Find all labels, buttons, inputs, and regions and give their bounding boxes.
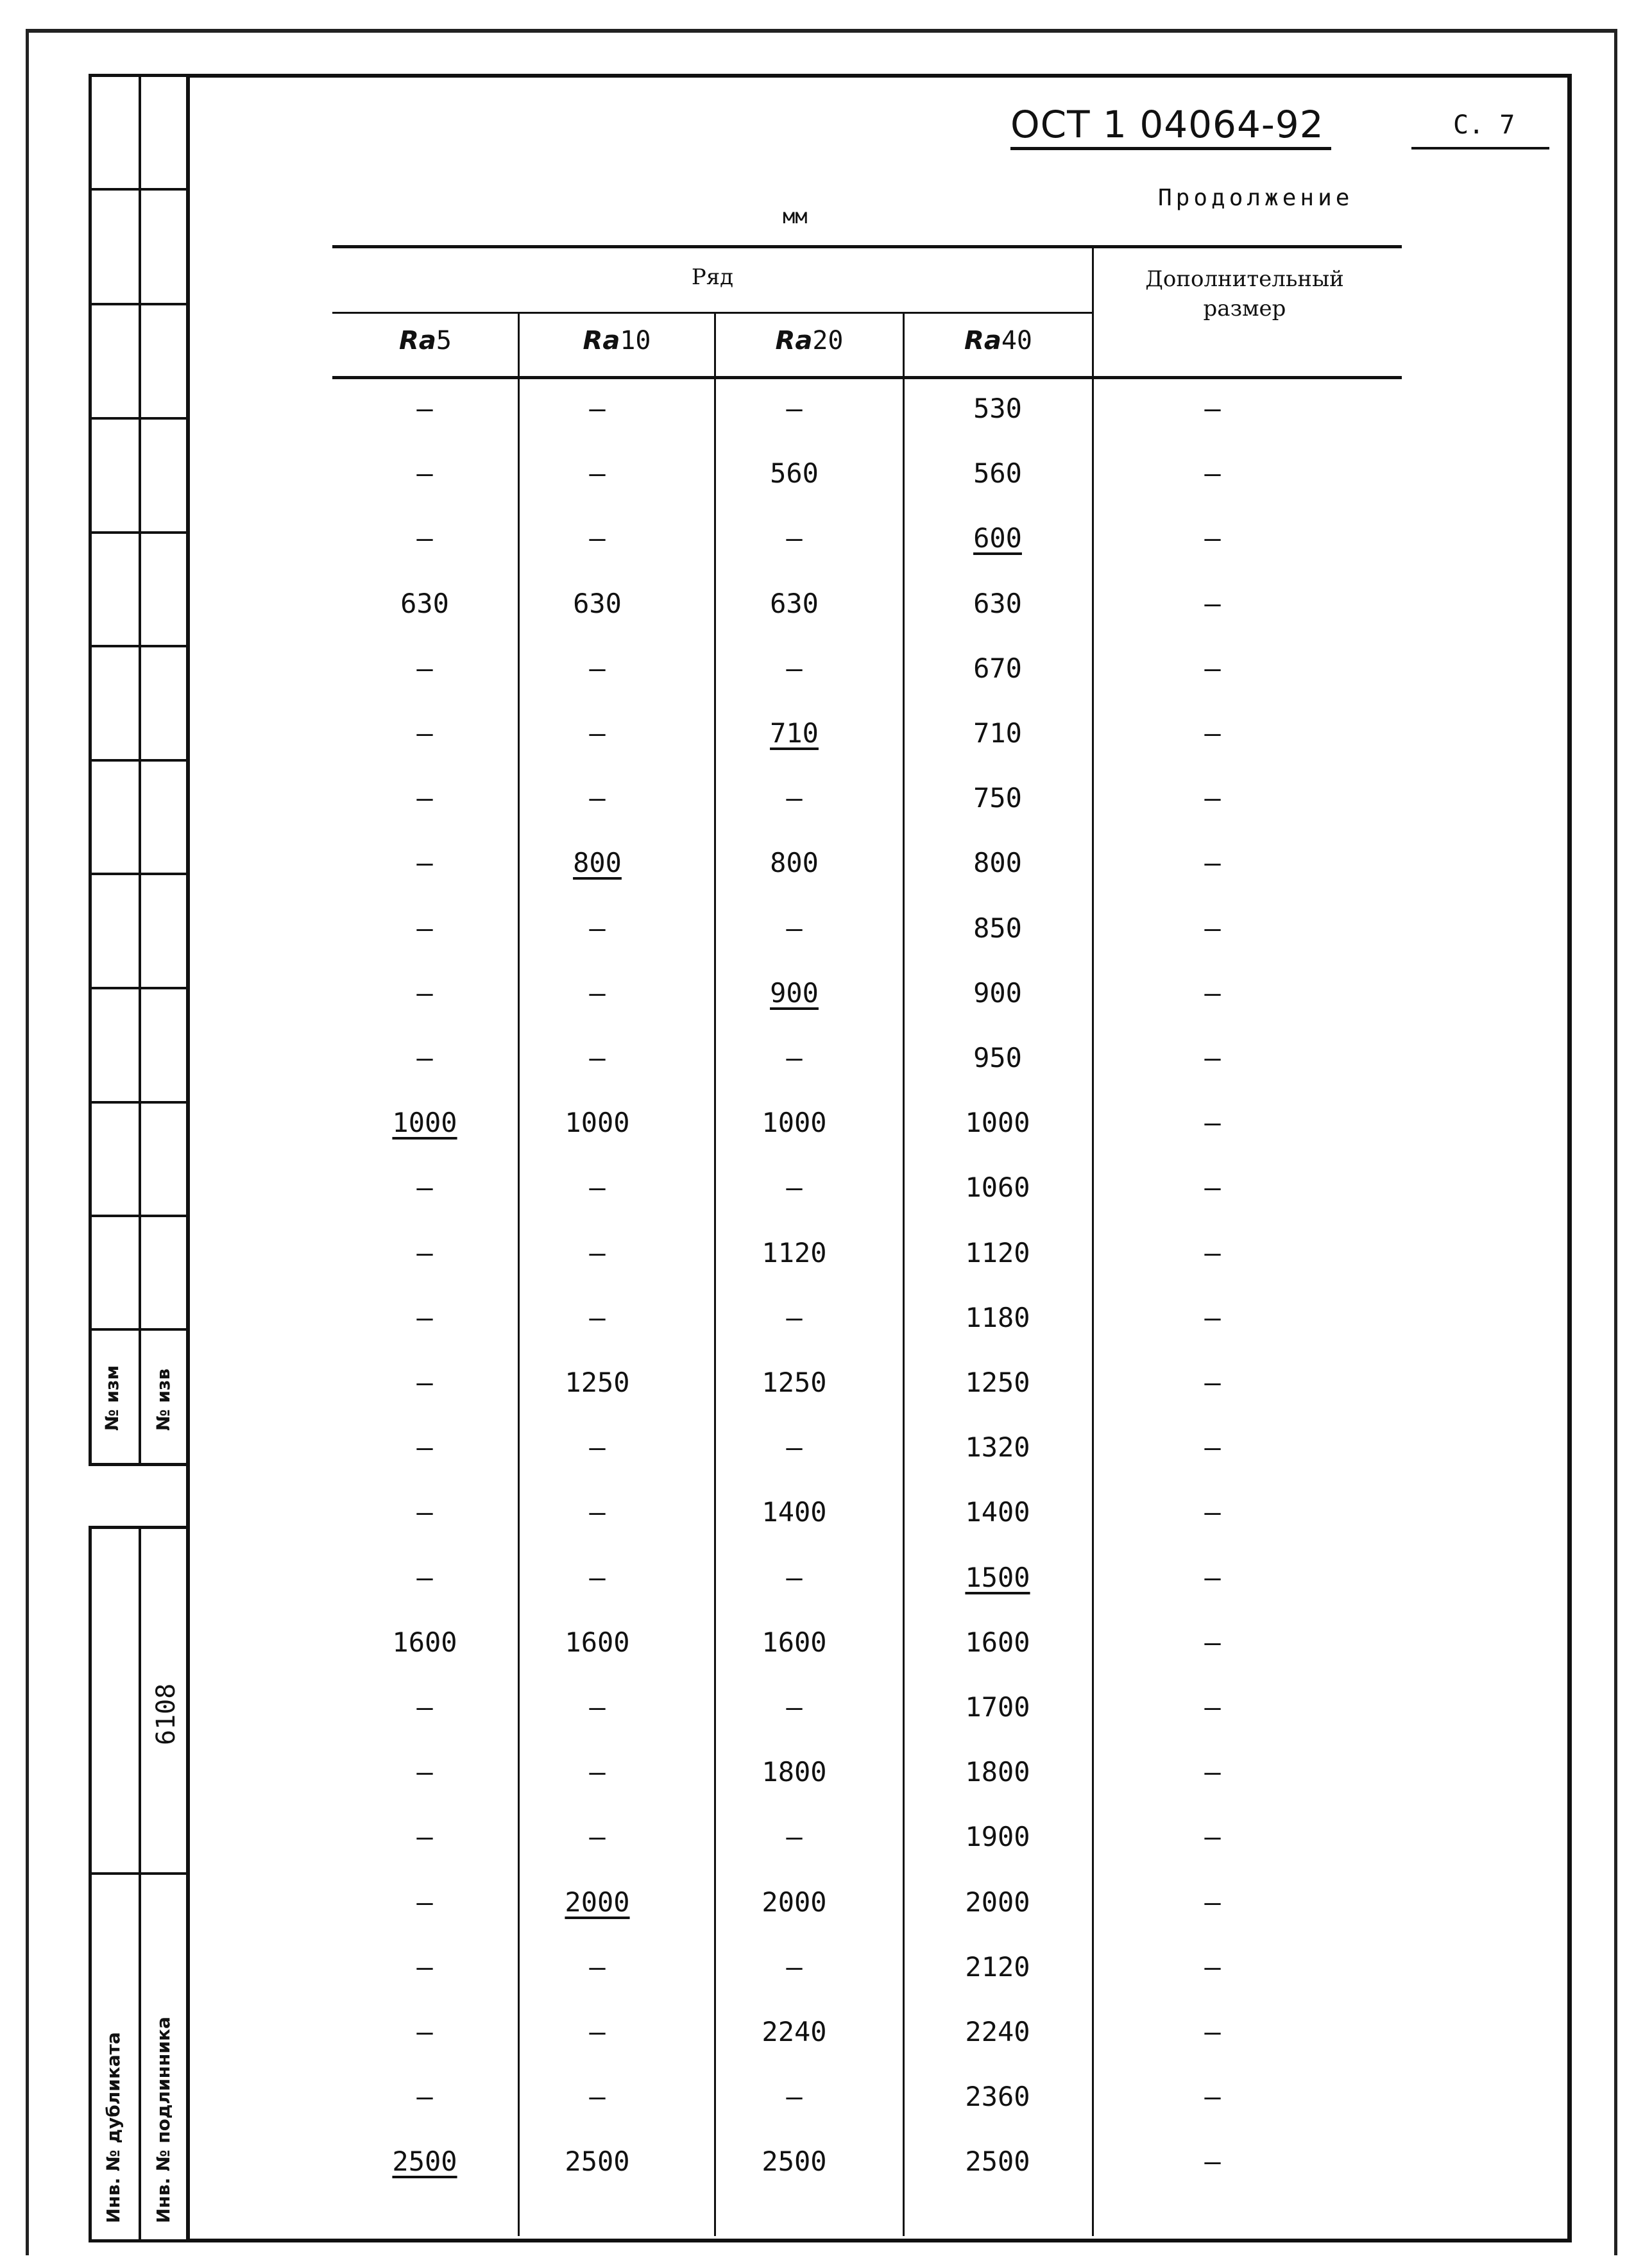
- table-cell: –: [416, 1431, 433, 1463]
- table-cell-extra: –: [1204, 1562, 1221, 1593]
- table-cell: –: [589, 782, 606, 814]
- table-cell: –: [416, 1562, 433, 1593]
- revision-strip-row-line: [89, 987, 189, 989]
- page-number-underline: [1411, 147, 1549, 149]
- table-cell-extra: –: [1204, 1627, 1221, 1658]
- table-cell: –: [589, 1951, 606, 1983]
- table-cell: 1600: [762, 1627, 827, 1658]
- col-divider-2: [714, 313, 716, 2236]
- table-cell-extra: –: [1204, 782, 1221, 814]
- table-cell-extra: –: [1204, 1172, 1221, 1203]
- sheet-edge-right: [1614, 29, 1617, 2255]
- table-cell: –: [416, 1886, 433, 1918]
- table-cell: –: [589, 457, 606, 489]
- table-cell: –: [416, 847, 433, 878]
- col-header-ra5: Ra5: [399, 326, 452, 355]
- table-cell-extra: –: [1204, 2016, 1221, 2047]
- table-cell: 1400: [965, 1496, 1030, 1528]
- col-divider-1: [518, 313, 520, 2236]
- table-cell: –: [416, 2081, 433, 2112]
- table-cell: –: [786, 782, 803, 814]
- col-header-ra20: Ra20: [775, 326, 844, 355]
- table-cell: –: [589, 1562, 606, 1593]
- table-cell: –: [589, 2081, 606, 2112]
- table-cell: 1180: [965, 1302, 1030, 1333]
- header-bottom-rule: [332, 376, 1402, 379]
- table-cell: 1000: [565, 1107, 630, 1138]
- table-cell: –: [589, 717, 606, 749]
- table-cell: 2240: [965, 2016, 1030, 2047]
- table-cell: –: [416, 393, 433, 424]
- table-cell: 1250: [565, 1367, 630, 1398]
- revision-strip-row-line: [89, 531, 189, 534]
- original-inventory-number: 6108: [151, 1683, 181, 1745]
- table-cell-extra: –: [1204, 977, 1221, 1009]
- sheet-edge-left: [26, 29, 29, 2255]
- table-cell: –: [416, 1172, 433, 1203]
- table-cell-extra: –: [1204, 1042, 1221, 1073]
- table-cell: 670: [973, 653, 1022, 684]
- table-cell: –: [786, 393, 803, 424]
- sheet-edge-top: [26, 29, 1617, 33]
- table-cell: 710: [973, 717, 1022, 749]
- table-cell: –: [589, 1042, 606, 1073]
- table-cell: 1120: [965, 1237, 1030, 1268]
- table-cell: 2500: [762, 2146, 827, 2177]
- table-cell: –: [786, 1042, 803, 1073]
- table-cell: –: [416, 1756, 433, 1788]
- table-cell-extra: –: [1204, 1367, 1221, 1398]
- table-cell-extra: –: [1204, 2146, 1221, 2177]
- table-cell: 630: [770, 588, 819, 619]
- table-cell-extra: –: [1204, 1496, 1221, 1528]
- margin-label-duplicate-inv: Инв. № дубликата: [103, 2032, 124, 2223]
- table-cell-extra: –: [1204, 2081, 1221, 2112]
- table-cell-extra: –: [1204, 522, 1221, 554]
- table-cell-extra: –: [1204, 653, 1221, 684]
- table-cell: –: [416, 912, 433, 944]
- table-cell: –: [589, 1821, 606, 1852]
- table-cell: 800: [573, 847, 622, 878]
- table-cell: 950: [973, 1042, 1022, 1073]
- table-cell: 2500: [565, 2146, 630, 2177]
- table-cell: –: [589, 1496, 606, 1528]
- table-cell: 1000: [965, 1107, 1030, 1138]
- document-code-underline: [1010, 147, 1331, 150]
- table-cell: –: [416, 457, 433, 489]
- table-cell: –: [786, 1562, 803, 1593]
- revision-strip-row-line: [89, 873, 189, 875]
- table-cell: 1250: [965, 1367, 1030, 1398]
- table-cell: 1000: [762, 1107, 827, 1138]
- table-cell: 1060: [965, 1172, 1030, 1203]
- table-cell-extra: –: [1204, 588, 1221, 619]
- document-code: ОСТ 1 04064-92: [1010, 103, 1324, 146]
- table-cell: –: [416, 717, 433, 749]
- table-cell: 2000: [965, 1886, 1030, 1918]
- table-cell: 1600: [965, 1627, 1030, 1658]
- table-cell: –: [589, 912, 606, 944]
- table-cell: 900: [770, 977, 819, 1009]
- table-cell: 630: [573, 588, 622, 619]
- table-cell: 560: [973, 457, 1022, 489]
- table-cell: –: [589, 393, 606, 424]
- table-cell: 560: [770, 457, 819, 489]
- table-cell: 1500: [965, 1562, 1030, 1593]
- table-cell: –: [416, 782, 433, 814]
- table-cell: 2500: [965, 2146, 1030, 2177]
- table-cell: 2240: [762, 2016, 827, 2047]
- table-cell: –: [416, 1951, 433, 1983]
- revision-strip-divider: [139, 74, 141, 1466]
- table-cell: 2000: [762, 1886, 827, 1918]
- table-cell: 1400: [762, 1496, 827, 1528]
- table-cell: –: [589, 1237, 606, 1268]
- table-cell: 800: [770, 847, 819, 878]
- table-cell-extra: –: [1204, 457, 1221, 489]
- table-cell: 530: [973, 393, 1022, 424]
- table-top-rule: [332, 245, 1402, 248]
- margin-label-notice-no: № изв: [153, 1368, 174, 1431]
- inventory-strip-divider: [139, 1526, 141, 2242]
- table-cell: 1900: [965, 1821, 1030, 1852]
- revision-strip-row-line: [89, 303, 189, 305]
- group-header-row: Ряд: [691, 264, 734, 290]
- margin-label-original-inv: Инв. № подлинника: [153, 2017, 174, 2223]
- margin-label-change-no: № изм: [101, 1365, 123, 1431]
- table-cell: –: [589, 1756, 606, 1788]
- continuation-label: Продолжение: [1158, 185, 1354, 211]
- col-header-ra40: Ra40: [964, 326, 1032, 355]
- table-cell: –: [589, 977, 606, 1009]
- unit-label: мм: [783, 204, 808, 228]
- revision-strip-row-line: [89, 188, 189, 191]
- table-cell: –: [589, 1691, 606, 1723]
- revision-strip-row-line: [89, 1328, 189, 1331]
- table-cell: 1320: [965, 1431, 1030, 1463]
- table-cell: 1800: [762, 1756, 827, 1788]
- table-cell: 850: [973, 912, 1022, 944]
- table-cell: 600: [973, 522, 1022, 554]
- table-cell: –: [416, 1367, 433, 1398]
- table-cell: 2360: [965, 2081, 1030, 2112]
- table-cell: –: [416, 522, 433, 554]
- table-cell-extra: –: [1204, 1691, 1221, 1723]
- table-cell: –: [786, 1431, 803, 1463]
- revision-strip-row-line: [89, 1215, 189, 1217]
- group-header-rule: [332, 312, 1093, 314]
- table-cell: 800: [973, 847, 1022, 878]
- table-cell: –: [416, 1821, 433, 1852]
- table-cell: –: [589, 1302, 606, 1333]
- table-cell: –: [786, 1691, 803, 1723]
- table-cell: –: [786, 1821, 803, 1852]
- table-cell: –: [589, 1172, 606, 1203]
- table-cell: 900: [973, 977, 1022, 1009]
- table-cell: –: [786, 2081, 803, 2112]
- table-cell: 630: [400, 588, 449, 619]
- table-cell: 1800: [965, 1756, 1030, 1788]
- revision-strip-row-line: [89, 759, 189, 762]
- table-cell: 710: [770, 717, 819, 749]
- table-cell: –: [786, 912, 803, 944]
- table-cell: 1000: [392, 1107, 457, 1138]
- table-cell-extra: –: [1204, 393, 1221, 424]
- table-cell: –: [589, 2016, 606, 2047]
- revision-strip-row-line: [89, 417, 189, 420]
- table-cell: –: [416, 653, 433, 684]
- table-cell-extra: –: [1204, 1886, 1221, 1918]
- col-divider-3: [903, 313, 905, 2236]
- table-cell-extra: –: [1204, 717, 1221, 749]
- inventory-strip-separator: [89, 1872, 189, 1875]
- table-cell: –: [416, 1496, 433, 1528]
- table-cell-extra: –: [1204, 1237, 1221, 1268]
- table-cell-extra: –: [1204, 912, 1221, 944]
- table-cell-extra: –: [1204, 1431, 1221, 1463]
- table-cell: –: [416, 1691, 433, 1723]
- table-cell: –: [786, 1172, 803, 1203]
- table-cell: –: [589, 522, 606, 554]
- table-cell: 750: [973, 782, 1022, 814]
- table-cell-extra: –: [1204, 1951, 1221, 1983]
- table-cell: –: [589, 653, 606, 684]
- table-cell: –: [786, 1302, 803, 1333]
- table-cell: –: [416, 1302, 433, 1333]
- table-cell: 2500: [392, 2146, 457, 2177]
- table-cell: 1600: [565, 1627, 630, 1658]
- table-cell: 1250: [762, 1367, 827, 1398]
- extra-size-header: Дополнительный размер: [1145, 266, 1344, 321]
- table-cell: 1700: [965, 1691, 1030, 1723]
- table-cell: –: [416, 977, 433, 1009]
- table-cell: –: [416, 1237, 433, 1268]
- table-cell: 2120: [965, 1951, 1030, 1983]
- table-cell: 1120: [762, 1237, 827, 1268]
- table-cell: –: [786, 522, 803, 554]
- revision-strip-row-line: [89, 645, 189, 647]
- table-cell: 2000: [565, 1886, 630, 1918]
- table-cell: –: [416, 2016, 433, 2047]
- page-number: С. 7: [1453, 110, 1515, 140]
- table-cell: –: [416, 1042, 433, 1073]
- table-cell: 630: [973, 588, 1022, 619]
- table-cell-extra: –: [1204, 1756, 1221, 1788]
- revision-strip-row-line: [89, 1101, 189, 1104]
- table-cell-extra: –: [1204, 1302, 1221, 1333]
- table-cell-extra: –: [1204, 1821, 1221, 1852]
- table-cell: –: [786, 1951, 803, 1983]
- table-cell-extra: –: [1204, 1107, 1221, 1138]
- table-cell: –: [589, 1431, 606, 1463]
- table-cell-extra: –: [1204, 847, 1221, 878]
- table-cell: 1600: [392, 1627, 457, 1658]
- col-header-ra10: Ra10: [583, 326, 651, 355]
- col-divider-4: [1092, 246, 1094, 2236]
- table-cell: –: [786, 653, 803, 684]
